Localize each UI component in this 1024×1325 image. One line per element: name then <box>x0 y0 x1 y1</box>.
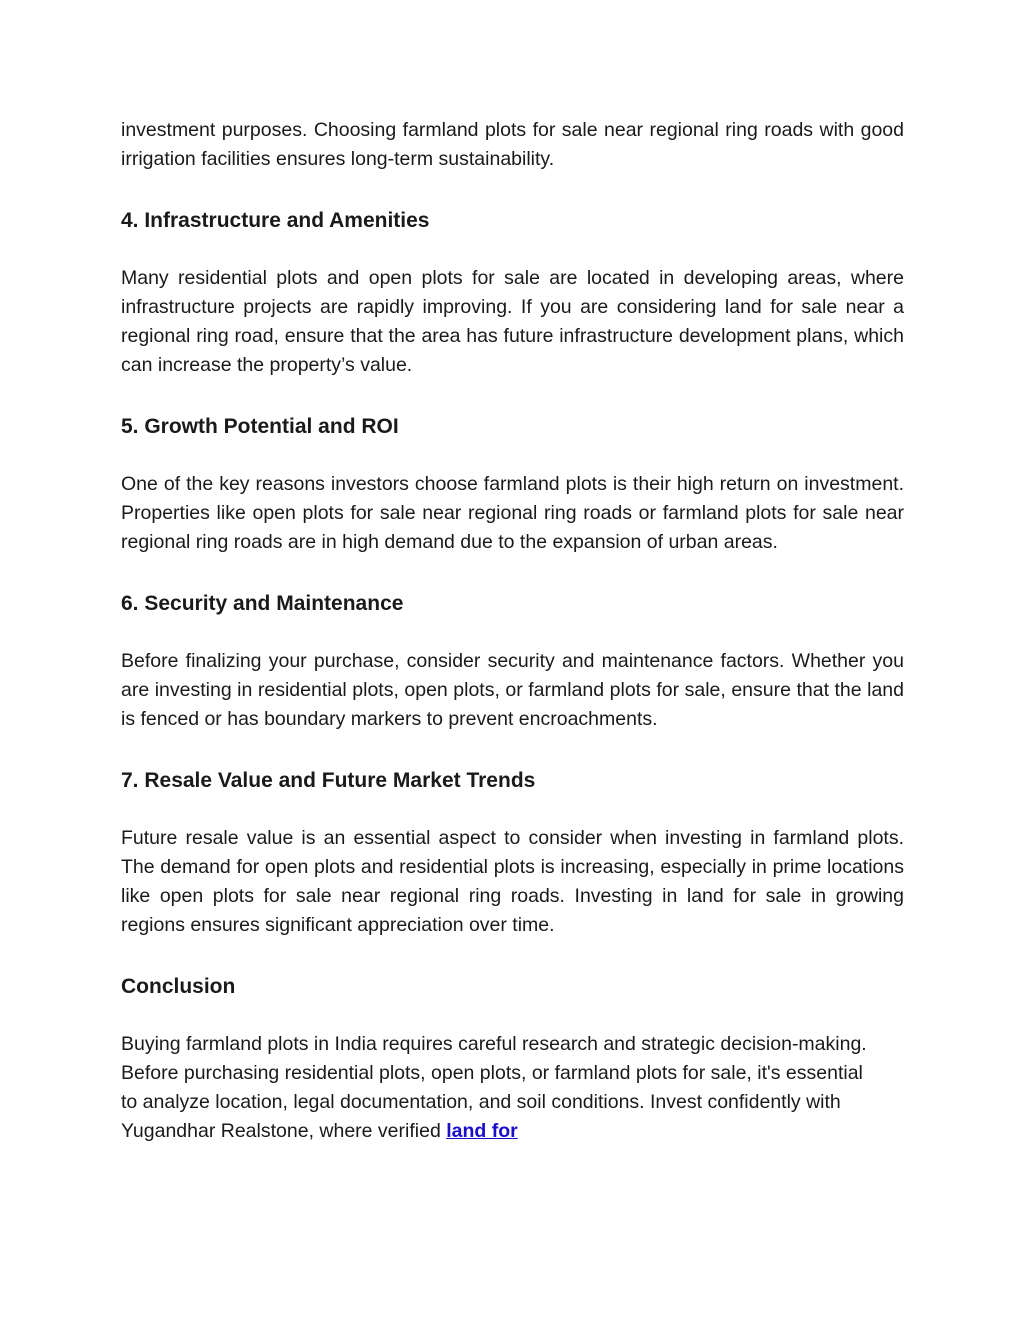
section-heading-growth: 5. Growth Potential and ROI <box>121 415 399 438</box>
section-heading-resale: 7. Resale Value and Future Market Trends <box>121 769 536 792</box>
section-body-infrastructure: Many residential plots and open plots for sale are located in developing areas, where infrastructure projects are rapidly improving. If you are considering land for sale near a regional ring road, ensure that the area has future infrastructure development plans, which can increase the property’s value. <box>121 267 904 376</box>
conclusion-paragraph <box>121 1030 881 1146</box>
section-heading-infrastructure: 4. Infrastructure and Amenities <box>121 209 430 232</box>
conclusion-body: Buying farmland plots in India requires careful research and strategic decision-making. Before purchasing residential plots, open plots, or farmland plots for sale, it's essential to analyze location, legal documentation, and soil conditions. Invest confidently with Yugandhar Realstone, where verified <box>121 1033 867 1142</box>
document-page <box>121 116 904 1146</box>
section-body-growth: One of the key reasons investors choose farmland plots is their high return on investment. Properties like open plots for sale near regional ring roads or farmland plots for sale near regional ring roads are in high demand due to the expansion of urban areas. <box>121 473 904 553</box>
conclusion-heading: Conclusion <box>121 975 236 998</box>
land-for-sale-link[interactable]: land for <box>446 1120 518 1142</box>
section-heading-security: 6. Security and Maintenance <box>121 592 404 615</box>
section-body-resale: Future resale value is an essential aspect to consider when investing in farmland plots. The demand for open plots and residential plots is increasing, especially in prime locations like open plots for sale near regional ring roads. Investing in land for sale in growing regions ensures significant appreciation over time. <box>121 827 904 936</box>
section-body-security: Before finalizing your purchase, consider security and maintenance factors. Whether you are investing in residential plots, open plots, or farmland plots for sale, ensure that the land is fenced or has boundary markers to prevent encroachments. <box>121 650 904 730</box>
intro-paragraph: investment purposes. Choosing farmland plots for sale near regional ring roads with good irrigation facilities ensures long-term sustainability. <box>121 119 904 170</box>
